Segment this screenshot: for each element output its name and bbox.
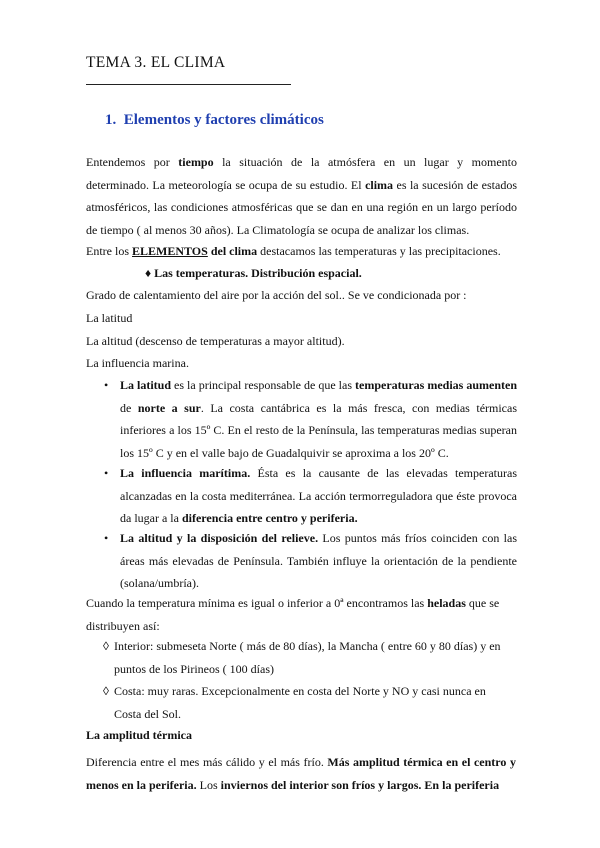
- lozenge-icon: ◊: [103, 684, 109, 698]
- document-title: TEMA 3. EL CLIMA: [86, 54, 226, 71]
- heladas-paragraph: Cuando la temperatura mínima es igual o inferior a 0ª encontramos las heladas que se distribuyen así:: [86, 596, 500, 633]
- maritime-item: La influencia marítima. Ésta es la causante de las elevadas temperaturas alcanzadas en la costa mediterránea. La acción termorreguladora que éste provoca da lugar a la diferencia entre centro y periferia.: [120, 466, 517, 525]
- lozenge-icon: ◊: [103, 639, 109, 653]
- title-underline: [86, 84, 291, 85]
- section-number: 1.: [105, 112, 117, 128]
- diamond-icon: ♦: [145, 266, 152, 280]
- section-heading: [105, 112, 324, 129]
- bullet-dot-icon: •: [104, 531, 109, 545]
- amplitude-paragraph: Diferencia entre el mes más cálido y el más frío. Más amplitud térmica en el centro y menos en la periferia. Los inviernos del interior son fríos y largos. En la periferia: [86, 755, 516, 792]
- bullet-dot-icon: •: [104, 466, 109, 480]
- elements-paragraph: Entre los ELEMENTOS del clima destacamos las temperaturas y las precipitaciones.: [86, 244, 501, 258]
- temperatures-heading: ♦ Las temperaturas. Distribución espacial.: [145, 266, 362, 280]
- list-item: La latitud: [86, 311, 133, 325]
- grado-paragraph: Grado de calentamiento del aire por la acción del sol.. Se ve condicionada por :: [86, 288, 467, 302]
- list-item: La altitud (descenso de temperaturas a mayor altitud).: [86, 333, 345, 348]
- list-item: La influencia marina.: [86, 356, 189, 370]
- amplitude-heading: La amplitud térmica: [86, 728, 192, 742]
- factor-list: [86, 307, 345, 375]
- intro-paragraph: Entendemos por tiempo la situación de la atmósfera en un lugar y momento determinado. La meteorología se ocupa de su estudio. El clima es la sucesión de estados atmosféricos, las condiciones atmosféricas que se dan en una región en un largo período de tiempo ( al menos 30 años). La Climatología se ocupa de analizar los climas.: [86, 155, 517, 237]
- altitude-item: La altitud y la disposición del relieve. Los puntos más fríos coinciden con las áreas más elevadas de Península. También influye la orientación de la pendiente (solana/umbría).: [120, 531, 518, 590]
- bullet-dot-icon: •: [104, 378, 109, 392]
- section-title: Elementos y factores climáticos: [123, 112, 324, 128]
- term-tiempo: tiempo: [178, 155, 214, 169]
- latitude-item: La latitud es la principal responsable de que las temperaturas medias aumenten de norte a sur. La costa cantábrica es la más fresca, con medias térmicas inferiores a los 15º C. En el resto de la Península, las temperaturas medias superan los 15º C y en el valle bajo de Guadalquivir se aproxima a los 20º C.: [120, 378, 518, 460]
- term-elementos: ELEMENTOS del clima: [132, 244, 258, 258]
- term-clima: clima: [365, 177, 394, 192]
- heladas-interior: Interior: submeseta Norte ( más de 80 días), la Mancha ( entre 60 y 80 días) y en puntos de los Pirineos ( 100 días): [114, 639, 501, 676]
- heladas-costa: Costa: muy raras. Excepcionalmente en costa del Norte y NO y casi nunca en Costa del Sol.: [114, 684, 486, 721]
- term-heladas: heladas: [427, 596, 466, 610]
